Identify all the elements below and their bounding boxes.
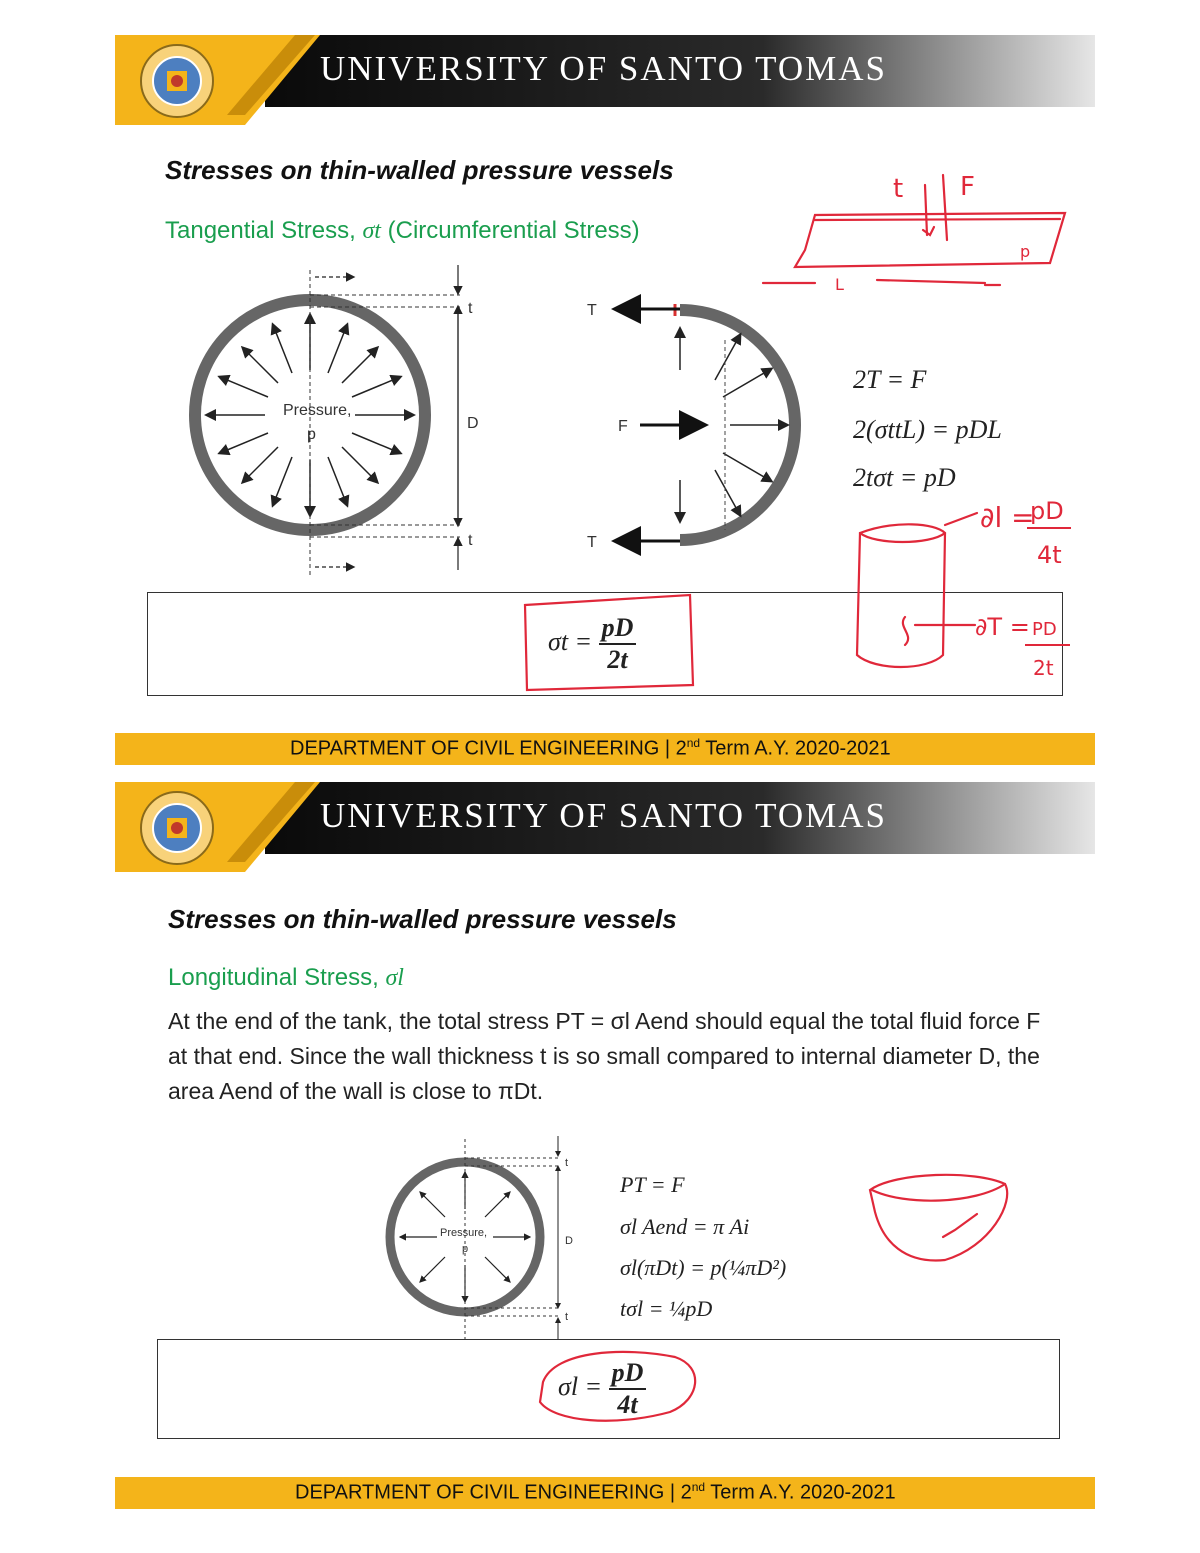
thickness-label-top: t xyxy=(565,1157,569,1169)
result-lhs: σt = xyxy=(548,626,593,656)
header-title: UNIVERSITY OF SANTO TOMAS xyxy=(320,49,887,88)
ink-sigma-t-num: PD xyxy=(1032,619,1057,640)
tension-label-top: T xyxy=(587,302,597,319)
tension-label-bottom: T xyxy=(587,534,597,551)
result-denominator: 2t xyxy=(607,645,628,674)
footer-department: DEPARTMENT OF CIVIL ENGINEERING | 2 xyxy=(290,737,687,760)
equation-3: σl(πDt) = p(¼πD²) xyxy=(620,1255,787,1280)
thickness-label-top: t xyxy=(468,300,473,317)
slide-longitudinal-stress xyxy=(115,782,1095,1510)
slide-footer xyxy=(115,733,1095,765)
ink-t-label: t xyxy=(893,174,904,204)
pressure-label: Pressure, xyxy=(283,402,352,419)
result-numerator: pD xyxy=(599,613,637,645)
force-label: F xyxy=(618,418,628,435)
ink-sigma-t-den: 2t xyxy=(1033,656,1054,680)
thickness-label-bottom: t xyxy=(468,532,473,549)
diameter-label: D xyxy=(467,415,479,432)
ink-p-label: p xyxy=(1020,242,1031,261)
footer-term: Term A.Y. 2020-2021 xyxy=(700,737,891,760)
slide-title: Stresses on thin-walled pressure vessels xyxy=(168,904,677,934)
equation-3: 2tσt = pD xyxy=(853,463,956,492)
equation-2: σl Aend = π Ai xyxy=(620,1214,750,1239)
diameter-label: D xyxy=(565,1235,573,1247)
pressure-label: Pressure, xyxy=(440,1227,488,1239)
pressure-symbol-label: p xyxy=(307,426,316,443)
header-title: UNIVERSITY OF SANTO TOMAS xyxy=(320,796,887,835)
result-lhs: σl = xyxy=(558,1371,603,1401)
ink-sigma-t-symbol: ∂T = xyxy=(975,613,1030,641)
result-denominator: 4t xyxy=(617,1390,638,1419)
footer-ordinal: nd xyxy=(686,736,701,750)
ink-sigma-l-num: pD xyxy=(1030,497,1064,525)
pressure-symbol-label: p xyxy=(462,1243,469,1255)
slide-footer xyxy=(115,1477,1095,1509)
subtitle-prefix: Tangential Stress, xyxy=(165,217,363,244)
handwritten-annotations xyxy=(115,782,1095,1510)
footer-ordinal: nd xyxy=(691,1480,706,1494)
subtitle-prefix: Longitudinal Stress, xyxy=(168,964,386,991)
equation-2: 2(σttL) = pDL xyxy=(853,415,1002,444)
footer-text xyxy=(295,1480,896,1505)
slide-title: Stresses on thin-walled pressure vessels xyxy=(165,155,674,185)
subtitle-symbol: σl xyxy=(385,965,404,991)
subtitle-symbol: σt xyxy=(362,218,381,244)
thickness-label-bottom: t xyxy=(565,1311,569,1323)
equation-4: tσl = ¼pD xyxy=(620,1296,713,1321)
slide-tangential-stress xyxy=(115,35,1095,765)
equation-1: PT = F xyxy=(620,1172,685,1197)
ink-sigma-l-symbol: ∂l = xyxy=(980,501,1035,534)
ink-l-label: L xyxy=(835,275,844,294)
result-numerator: pD xyxy=(609,1358,647,1390)
ink-f-label: F xyxy=(960,172,975,202)
footer-department: DEPARTMENT OF CIVIL ENGINEERING | 2 xyxy=(295,1481,692,1504)
footer-text xyxy=(290,736,891,761)
footer-term: Term A.Y. 2020-2021 xyxy=(705,1481,896,1504)
equation-1: 2T = F xyxy=(853,365,927,394)
handwritten-annotations xyxy=(115,35,1095,765)
ink-sigma-l-den: 4t xyxy=(1037,541,1062,569)
subtitle-suffix: (Circumferential Stress) xyxy=(380,217,640,244)
explanation-paragraph: At the end of the tank, the total stress PT = σl Aend should equal the total fluid force F at that end. Since the wall thickness t is so small compared to internal diameter D, the area Aend of the wall is close to πDt. xyxy=(168,1008,1041,1104)
